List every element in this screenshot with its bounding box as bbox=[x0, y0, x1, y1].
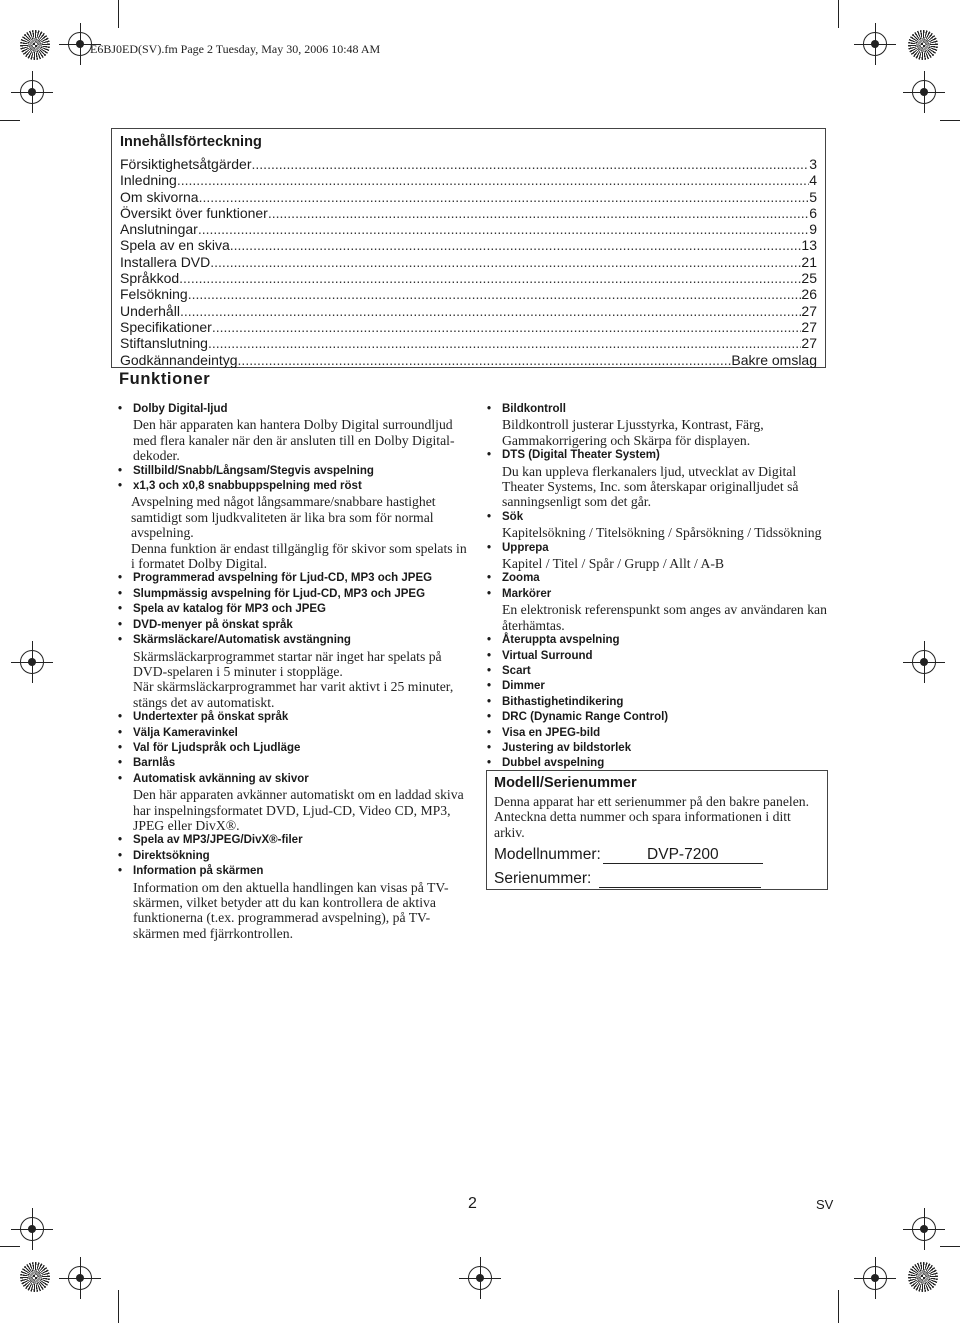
feature-item bbox=[118, 618, 470, 633]
feature-item bbox=[118, 833, 470, 848]
toc-leader-dots bbox=[180, 303, 801, 319]
feature-item bbox=[487, 710, 837, 725]
feature-item bbox=[487, 664, 837, 679]
crosshair-icon bbox=[863, 32, 887, 56]
page-language: SV bbox=[816, 1197, 834, 1212]
toc-entry-label: Installera DVD bbox=[120, 253, 211, 270]
feature-heading-row bbox=[118, 741, 470, 756]
bullet-icon: • bbox=[487, 680, 492, 693]
feature-heading-row bbox=[487, 649, 837, 664]
feature-heading: Information på skärmen bbox=[133, 865, 264, 878]
feature-heading-row bbox=[118, 772, 470, 787]
feature-heading-row bbox=[118, 464, 470, 479]
bullet-icon: • bbox=[118, 834, 123, 847]
feature-item bbox=[118, 402, 470, 464]
crosshair-icon bbox=[68, 1266, 92, 1290]
feature-heading-row bbox=[118, 726, 470, 741]
toc-entry bbox=[120, 352, 817, 368]
features-title: Funktioner bbox=[119, 370, 211, 388]
page-number: 2 bbox=[468, 1195, 477, 1212]
feature-heading-row bbox=[487, 510, 837, 525]
feature-heading: Bithastighetindikering bbox=[502, 695, 624, 708]
feature-item bbox=[118, 571, 470, 586]
toc-entry bbox=[120, 156, 817, 172]
toc-entry-label: Spela av en skiva bbox=[120, 237, 230, 254]
serial-description: Denna apparat har ett serienummer på den bakre panelen. Anteckna detta nummer och spara informationen i ditt arkiv. bbox=[494, 794, 810, 840]
feature-item bbox=[118, 633, 470, 710]
toc-entry bbox=[120, 319, 817, 335]
model-number-value: DVP-7200 bbox=[603, 846, 763, 864]
features-left-column bbox=[118, 402, 470, 941]
feature-item bbox=[487, 510, 837, 541]
registration-mark-icon bbox=[908, 30, 938, 60]
toc-entry bbox=[120, 221, 817, 237]
feature-description: Skärmsläckarprogrammet startar när inget har spelats på DVD-spelaren i 5 minuter i stoppläge. När skärmsläckarprogrammet har varit aktivt i 25 minuter, stängs det av automatiskt. bbox=[133, 648, 454, 710]
feature-heading: Val för Ljudspråk och Ljudläge bbox=[133, 741, 301, 754]
crosshair-icon bbox=[863, 1266, 887, 1290]
bullet-icon: • bbox=[487, 634, 492, 647]
serial-number-value bbox=[599, 887, 761, 888]
crop-mark bbox=[940, 1246, 960, 1247]
feature-heading: Undertexter på önskat språk bbox=[133, 711, 289, 724]
feature-item bbox=[487, 541, 837, 572]
feature-heading: Sök bbox=[502, 510, 524, 523]
bullet-icon: • bbox=[118, 587, 123, 600]
feature-description: Den här apparaten kan hantera Dolby Digital surroundljud med flera kanaler när den är ansluten till en Dolby Digital-dekoder. bbox=[133, 417, 455, 464]
toc-leader-dots bbox=[238, 352, 732, 368]
toc-leader-dots bbox=[179, 270, 801, 286]
bullet-icon: • bbox=[487, 711, 492, 724]
bullet-icon: • bbox=[487, 572, 492, 585]
feature-heading: Slumpmässig avspelning för Ljud-CD, MP3 och JPEG bbox=[133, 587, 426, 600]
feature-heading-row bbox=[487, 448, 837, 463]
toc-entry bbox=[120, 237, 817, 253]
crosshair-icon bbox=[912, 650, 936, 674]
feature-description: Information om den aktuella handlingen kan visas på TV-skärmen, vilket betyder att du kan kontrollera de aktiva funktionerna (t.ex. programmerad avspelning), på TV-skärmen med fjärrkontrollen. bbox=[133, 879, 449, 941]
toc-entry-label: Försiktighetsåtgärder bbox=[120, 156, 252, 172]
crop-mark bbox=[838, 0, 839, 28]
bullet-icon: • bbox=[118, 711, 123, 724]
bullet-icon: • bbox=[487, 449, 492, 462]
bullet-icon: • bbox=[118, 618, 123, 631]
feature-item bbox=[118, 864, 470, 941]
serial-number-box bbox=[486, 770, 828, 890]
feature-heading-row bbox=[487, 726, 837, 741]
toc-leader-dots bbox=[230, 237, 802, 253]
feature-heading: Spela av MP3/JPEG/DivX®-filer bbox=[133, 834, 303, 847]
feature-item bbox=[118, 756, 470, 771]
toc-entry-page: 25 bbox=[801, 270, 817, 287]
toc-title: Innehållsförteckning bbox=[120, 134, 262, 150]
registration-mark-icon bbox=[20, 1262, 50, 1292]
crosshair-icon bbox=[68, 32, 92, 56]
toc-entry bbox=[120, 286, 817, 302]
feature-item bbox=[118, 479, 470, 571]
toc-entry-page: 9 bbox=[809, 221, 817, 238]
feature-description: Kapitelsökning / Titelsökning / Spårsökning / Tidssökning bbox=[502, 525, 822, 541]
feature-heading-row bbox=[487, 571, 837, 586]
toc-entry-page: 27 bbox=[801, 302, 817, 319]
serial-number-label: Serienummer: bbox=[494, 870, 592, 888]
toc-entry bbox=[120, 270, 817, 286]
toc-entry-label: Språkkod bbox=[120, 270, 180, 287]
feature-heading: Programmerad avspelning för Ljud-CD, MP3 och JPEG bbox=[133, 572, 433, 585]
bullet-icon: • bbox=[118, 480, 123, 493]
crop-mark bbox=[0, 1246, 20, 1247]
crop-mark bbox=[118, 1290, 119, 1323]
feature-heading-row bbox=[118, 602, 470, 617]
feature-heading-row bbox=[118, 571, 470, 586]
toc-leader-dots bbox=[208, 335, 801, 351]
feature-description: Bildkontroll justerar Ljusstyrka, Kontrast, Färg, Gammakorrigering och Skärpa för displayen. bbox=[502, 417, 764, 448]
bullet-icon: • bbox=[118, 757, 123, 770]
feature-item bbox=[118, 772, 470, 834]
model-number-label: Modellnummer: bbox=[494, 846, 601, 864]
crosshair-icon bbox=[20, 80, 44, 104]
feature-heading: Spela av katalog för MP3 och JPEG bbox=[133, 603, 327, 616]
feature-item bbox=[487, 726, 837, 741]
toc-leader-dots bbox=[268, 205, 809, 221]
bullet-icon: • bbox=[118, 726, 123, 739]
feature-heading-row bbox=[118, 587, 470, 602]
toc-entry-page: 27 bbox=[801, 318, 817, 335]
toc-entry bbox=[120, 335, 817, 351]
crosshair-icon bbox=[468, 1266, 492, 1290]
feature-heading-row bbox=[118, 756, 470, 771]
feature-item bbox=[118, 587, 470, 602]
toc-entry-page: 13 bbox=[801, 237, 817, 254]
feature-heading-row bbox=[487, 402, 837, 417]
feature-heading-row bbox=[118, 833, 470, 848]
feature-heading-row bbox=[487, 695, 837, 710]
feature-heading-row bbox=[487, 587, 837, 602]
feature-heading: Visa en JPEG-bild bbox=[502, 726, 601, 739]
feature-item bbox=[487, 633, 837, 648]
feature-heading: DTS (Digital Theater System) bbox=[502, 449, 660, 462]
bullet-icon: • bbox=[118, 403, 123, 415]
feature-item bbox=[487, 402, 837, 448]
crop-mark bbox=[118, 0, 119, 28]
crosshair-icon bbox=[20, 1217, 44, 1241]
feature-item bbox=[487, 741, 837, 756]
feature-item bbox=[118, 849, 470, 864]
feature-heading: Återuppta avspelning bbox=[502, 634, 620, 647]
toc-entry-page: 26 bbox=[801, 286, 817, 303]
crosshair-icon bbox=[20, 650, 44, 674]
feature-item bbox=[118, 464, 470, 479]
file-info-header: E6BJ0ED(SV).fm Page 2 Tuesday, May 30, 2006 10:48 AM bbox=[90, 42, 381, 56]
feature-heading-row bbox=[118, 618, 470, 633]
toc-entry bbox=[120, 254, 817, 270]
feature-heading: x1,3 och x0,8 snabbuppspelning med röst bbox=[133, 480, 362, 493]
toc-leader-dots bbox=[188, 286, 802, 302]
toc-entry-page: Bakre omslag bbox=[731, 351, 817, 368]
feature-description: En elektronisk referenspunkt som anges av användaren kan återhämtas. bbox=[502, 602, 827, 633]
feature-heading-row bbox=[118, 402, 470, 417]
feature-heading: Skärmsläckare/Automatisk avstängning bbox=[133, 634, 351, 647]
toc-entry-page: 3 bbox=[809, 156, 817, 172]
feature-heading: Virtual Surround bbox=[502, 649, 593, 662]
toc-leader-dots bbox=[198, 221, 809, 237]
feature-heading: Scart bbox=[502, 664, 531, 677]
feature-heading: Upprepa bbox=[502, 541, 549, 554]
toc-entry-label: Godkännandeintyg bbox=[120, 351, 238, 368]
serial-title: Modell/Serienummer bbox=[494, 775, 637, 791]
bullet-icon: • bbox=[487, 649, 492, 662]
toc-list bbox=[120, 156, 817, 368]
feature-item bbox=[487, 649, 837, 664]
toc-entry-label: Felsökning bbox=[120, 286, 188, 303]
model-number-row bbox=[494, 844, 821, 864]
feature-heading: DVD-menyer på önskat språk bbox=[133, 618, 293, 631]
bullet-icon: • bbox=[118, 634, 123, 647]
toc-leader-dots bbox=[199, 189, 810, 205]
bullet-icon: • bbox=[118, 572, 123, 585]
feature-heading-row bbox=[118, 633, 470, 648]
feature-description: Den här apparaten avkänner automatiskt om en laddad skiva har inspelningsformatet DVD, Ljud-CD, Video CD, MP3, JPEG eller DivX®. bbox=[133, 787, 464, 833]
feature-description: Du kan uppleva flerkanalers ljud, utvecklat av Digital Theater Systems, Inc. som återskapar originalljudet så sanningsenligt som det går. bbox=[502, 463, 799, 510]
registration-mark-icon bbox=[908, 1262, 938, 1292]
feature-item bbox=[118, 602, 470, 617]
feature-heading-row bbox=[487, 710, 837, 725]
crosshair-icon bbox=[912, 1217, 936, 1241]
toc-leader-dots bbox=[252, 156, 810, 172]
toc-entry-label: Om skivorna bbox=[120, 188, 199, 205]
bullet-icon: • bbox=[487, 403, 492, 415]
bullet-icon: • bbox=[118, 772, 123, 785]
bullet-icon: • bbox=[487, 510, 492, 523]
feature-item bbox=[118, 710, 470, 725]
feature-heading: Markörer bbox=[502, 587, 552, 600]
toc-entry-label: Översikt över funktioner bbox=[120, 204, 268, 221]
registration-mark-icon bbox=[20, 30, 50, 60]
feature-heading-row bbox=[487, 679, 837, 694]
feature-heading-row bbox=[487, 541, 837, 556]
toc-entry bbox=[120, 189, 817, 205]
crop-mark bbox=[0, 120, 20, 121]
feature-heading-row bbox=[118, 849, 470, 864]
crosshair-icon bbox=[912, 80, 936, 104]
feature-heading-row bbox=[487, 664, 837, 679]
toc-entry bbox=[120, 303, 817, 319]
toc-entry-label: Specifikationer bbox=[120, 318, 212, 335]
toc-entry-page: 5 bbox=[809, 188, 817, 205]
toc-entry-label: Underhåll bbox=[120, 302, 180, 319]
feature-item bbox=[487, 587, 837, 633]
bullet-icon: • bbox=[118, 849, 123, 862]
feature-heading: Bildkontroll bbox=[502, 403, 566, 415]
feature-heading: Välja Kameravinkel bbox=[133, 726, 238, 739]
feature-heading-row bbox=[487, 741, 837, 756]
toc-entry-page: 6 bbox=[809, 204, 817, 221]
bullet-icon: • bbox=[487, 664, 492, 677]
feature-item bbox=[118, 741, 470, 756]
bullet-icon: • bbox=[118, 603, 123, 616]
toc-entry bbox=[120, 205, 817, 221]
serial-number-row bbox=[494, 868, 821, 888]
feature-item bbox=[487, 679, 837, 694]
feature-heading: Zooma bbox=[502, 572, 540, 585]
bullet-icon: • bbox=[487, 726, 492, 739]
feature-item bbox=[487, 571, 837, 586]
bullet-icon: • bbox=[487, 541, 492, 554]
bullet-icon: • bbox=[118, 865, 123, 878]
feature-item bbox=[487, 448, 837, 510]
feature-heading: Dolby Digital-ljud bbox=[133, 403, 228, 415]
feature-heading: Automatisk avkänning av skivor bbox=[133, 772, 309, 785]
feature-item bbox=[487, 695, 837, 710]
toc-entry-page: 21 bbox=[801, 253, 817, 270]
toc-entry bbox=[120, 172, 817, 188]
toc-entry-label: Anslutningar bbox=[120, 221, 198, 238]
toc-leader-dots bbox=[212, 319, 802, 335]
feature-heading: Direktsökning bbox=[133, 849, 210, 862]
toc-entry-page: 4 bbox=[809, 172, 817, 189]
bullet-icon: • bbox=[487, 741, 492, 754]
feature-heading-row bbox=[118, 864, 470, 879]
feature-heading: Justering av bildstorlek bbox=[502, 741, 632, 754]
feature-heading-row bbox=[487, 633, 837, 648]
bullet-icon: • bbox=[487, 587, 492, 600]
feature-heading: Dimmer bbox=[502, 680, 545, 693]
toc-entry-label: Inledning bbox=[120, 172, 177, 189]
toc-leader-dots bbox=[177, 172, 809, 188]
feature-heading: DRC (Dynamic Range Control) bbox=[502, 711, 669, 724]
toc-entry-page: 27 bbox=[801, 335, 817, 352]
bullet-icon: • bbox=[487, 757, 492, 770]
feature-heading-row bbox=[118, 710, 470, 725]
feature-heading: Barnlås bbox=[133, 757, 176, 770]
crop-mark bbox=[838, 1290, 839, 1323]
feature-heading: Dubbel avspelning bbox=[502, 757, 605, 770]
feature-description: Kapitel / Titel / Spår / Grupp / Allt / A-B bbox=[502, 556, 725, 572]
feature-heading: Stillbild/Snabb/Långsam/Stegvis avspelning bbox=[133, 464, 374, 477]
toc-entry-label: Stiftanslutning bbox=[120, 335, 208, 352]
feature-description: Avspelning med något långsammare/snabbare hastighet samtidigt som ljudkvaliteten är lika bra som för normal avspelning. Denna funktion är endast tillgänglig för skivor som spelats in i formatet Dolby Digital. bbox=[131, 494, 467, 572]
bullet-icon: • bbox=[487, 695, 492, 708]
toc-leader-dots bbox=[210, 254, 801, 270]
bullet-icon: • bbox=[118, 741, 123, 754]
bullet-icon: • bbox=[118, 464, 123, 477]
crop-mark bbox=[940, 120, 960, 121]
features-right-column bbox=[487, 402, 837, 772]
feature-item bbox=[118, 726, 470, 741]
feature-heading-row bbox=[118, 479, 470, 494]
table-of-contents bbox=[111, 128, 826, 368]
